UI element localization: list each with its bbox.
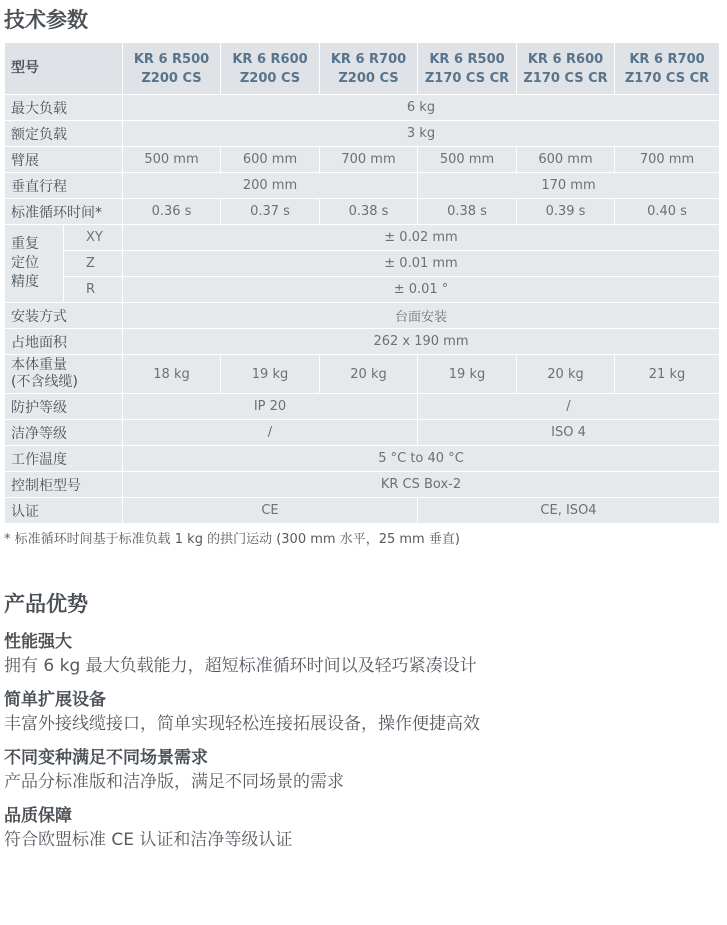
table-row-cycle-time: 标准循环时间* 0.36 s 0.37 s 0.38 s 0.38 s 0.39 s 0.40 s [5,199,720,225]
table-row-protection: 防护等级 IP 20 / [5,394,720,420]
advantage-text: 产品分标准版和洁净版，满足不同场景的需求 [4,772,344,792]
table-row-certification: 认证 CE CE, ISO4 [5,498,720,524]
advantage-item [4,688,723,736]
advantage-item [4,746,723,794]
advantage-title: 性能强大 [4,632,72,652]
table-row-repeatability-r: R ± 0.01 ° [5,277,720,303]
model-col-5: KR 6 R600 Z170 CS CR [517,43,615,95]
advantage-title: 品质保障 [4,806,72,826]
footnote: * 标准循环时间基于标准负载 1 kg 的拱门运动 (300 mm 水平，25 mm 垂直) [4,532,460,547]
model-col-3: KR 6 R700 Z200 CS [320,43,418,95]
weight-label: 本体重量 (不含线缆) [5,355,123,394]
table-header-row [5,43,720,95]
advantage-title: 简单扩展设备 [4,690,106,710]
repeatability-label: 重复 定位 精度 [5,225,64,303]
table-row-repeatability-z: Z ± 0.01 mm [5,251,720,277]
advantage-text: 符合欧盟标准 CE 认证和洁净等级认证 [4,830,293,850]
advantage-text: 丰富外接线缆接口，简单实现轻松连接拓展设备，操作便捷高效 [4,714,480,734]
advantages-title: 产品优势 [4,592,88,616]
model-header-label: 型号 [5,43,123,95]
table-row-max-payload: 最大负载 6 kg [5,95,720,121]
table-row-rated-payload: 额定负载 3 kg [5,121,720,147]
table-row-vertical-stroke: 垂直行程 200 mm 170 mm [5,173,720,199]
advantage-item [4,804,723,852]
table-row-repeatability-xy: 重复 定位 精度 XY ± 0.02 mm [5,225,720,251]
table-row-cleanliness: 洁净等级 / ISO 4 [5,420,720,446]
model-col-1: KR 6 R500 Z200 CS [123,43,221,95]
advantage-title: 不同变种满足不同场景需求 [4,748,208,768]
table-row-weight: 本体重量 (不含线缆) 18 kg 19 kg 20 kg 19 kg 20 kg 21 kg [5,355,720,394]
table-row-footprint: 占地面积 262 x 190 mm [5,329,720,355]
model-col-4: KR 6 R500 Z170 CS CR [418,43,517,95]
advantage-item [4,630,723,678]
spec-table [4,42,720,524]
advantage-text: 拥有 6 kg 最大负载能力，超短标准循环时间以及轻巧紧凑设计 [4,656,477,676]
table-row-temperature: 工作温度 5 °C to 40 °C [5,446,720,472]
model-col-6: KR 6 R700 Z170 CS CR [615,43,720,95]
table-row-controller: 控制柜型号 KR CS Box-2 [5,472,720,498]
section-title: 技术参数 [4,8,88,32]
model-col-2: KR 6 R600 Z200 CS [221,43,320,95]
table-row-mounting: 安装方式 台面安装 [5,303,720,329]
table-row-reach: 臂展 500 mm 600 mm 700 mm 500 mm 600 mm 700 mm [5,147,720,173]
